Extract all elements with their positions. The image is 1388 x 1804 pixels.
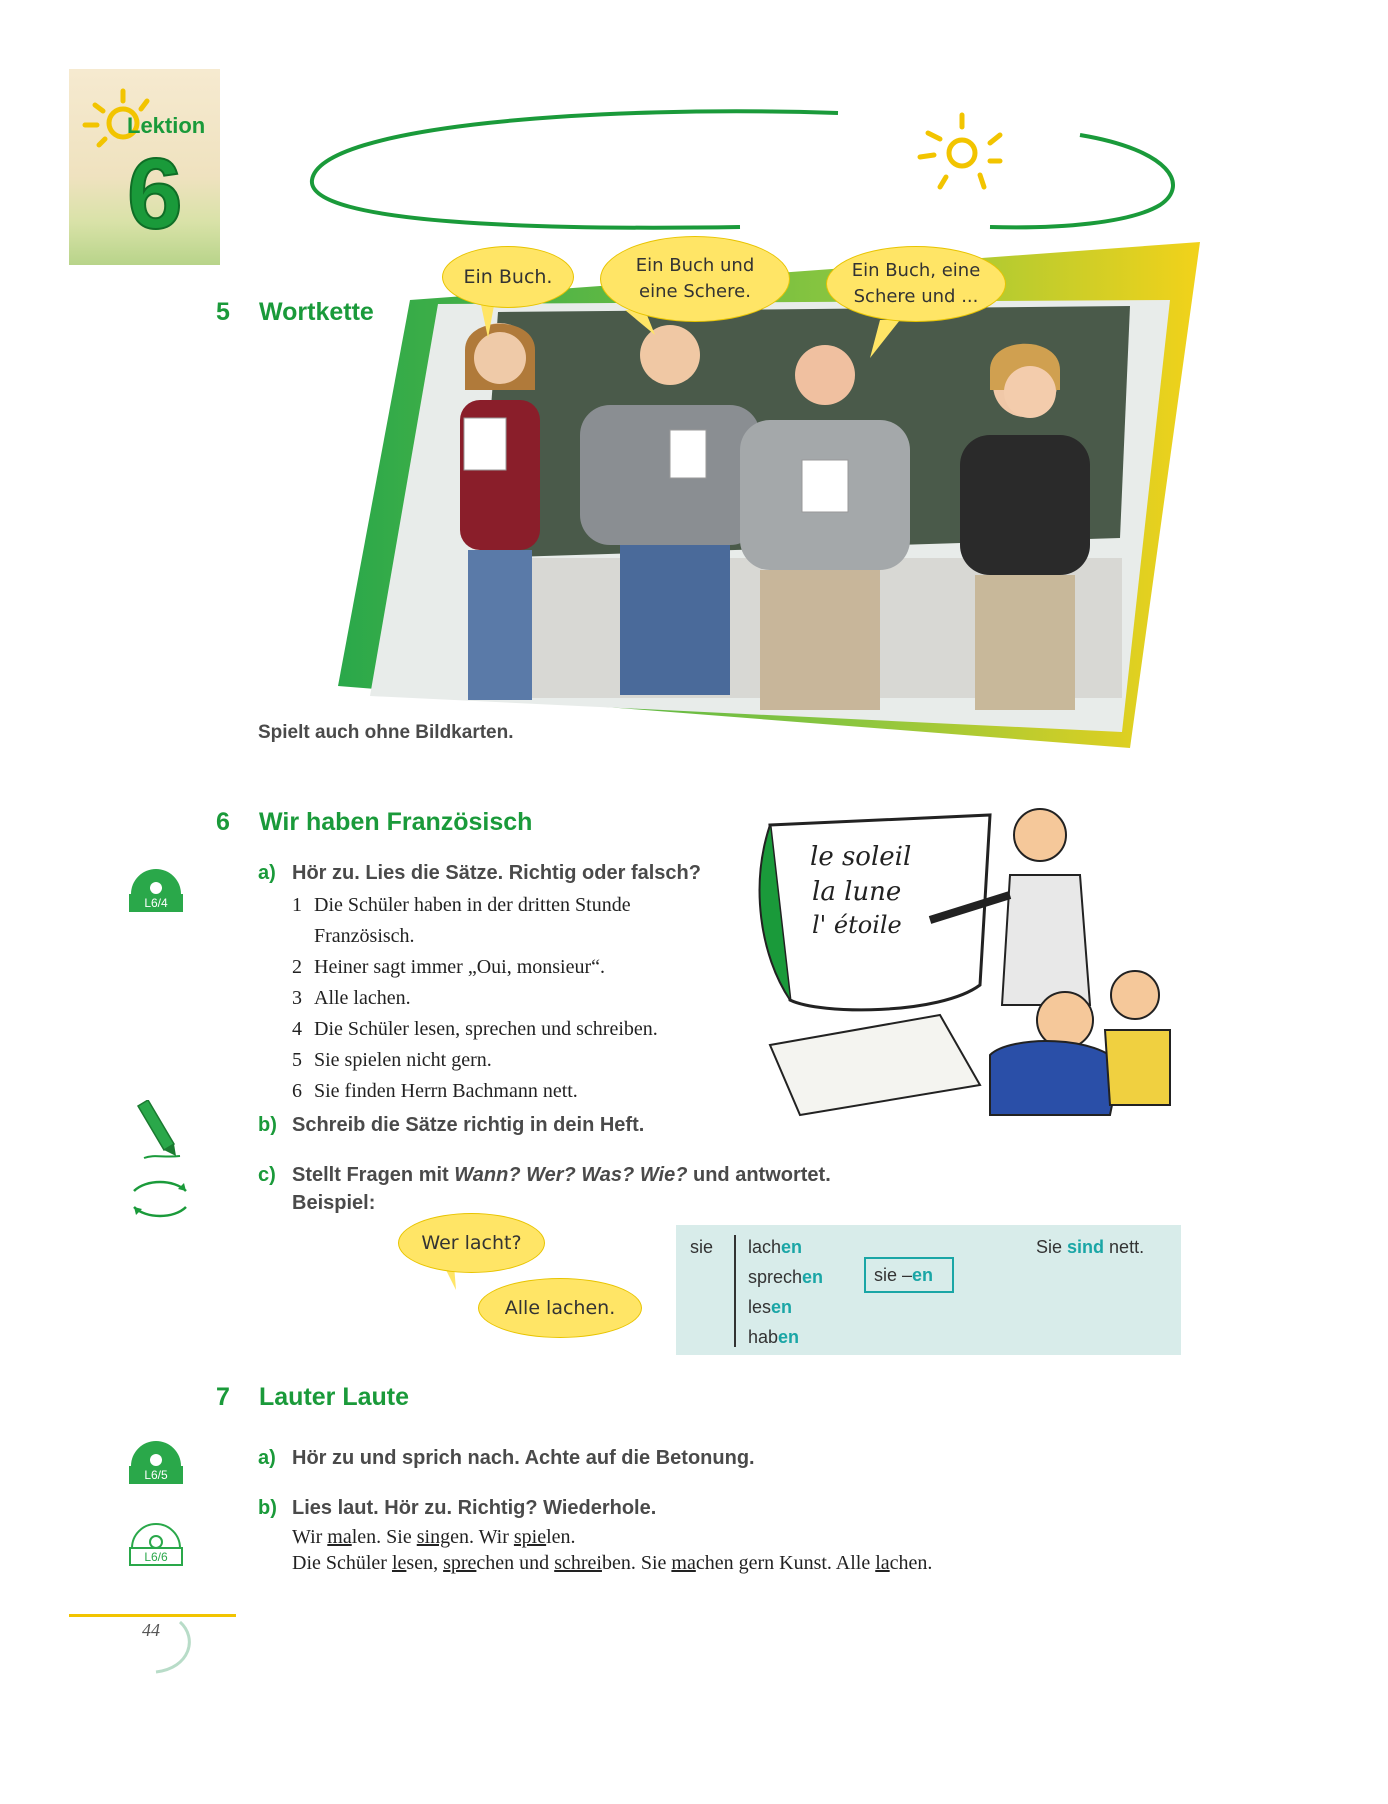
sentence-list — [292, 890, 762, 1107]
task-6c-text: Stellt Fragen mit Wann? Wer? Was? Wie? und antwortet. — [292, 1164, 831, 1186]
section-5-caption: Spielt auch ohne Bildkarten. — [258, 722, 514, 743]
task-6a-letter: a) — [258, 862, 276, 884]
student-1 — [460, 323, 540, 700]
lektion-number: 6 — [127, 138, 183, 250]
footer-rule — [69, 1614, 236, 1617]
sentence-item: 2 Heiner sagt immer „Oui, monsieur“. — [292, 956, 606, 978]
cd-track-label: L6/6 — [144, 1550, 168, 1564]
grammar-pronoun: sie — [690, 1237, 714, 1257]
task-7b-letter: b) — [258, 1497, 277, 1519]
task-6b-text: Schreib die Sätze richtig in dein Heft. — [292, 1114, 645, 1136]
decorative-swoosh — [300, 105, 1200, 245]
grammar-verb: sprechen — [748, 1267, 824, 1287]
sentence-item: 3 Alle lachen. — [292, 987, 411, 1009]
board-line-3: l' étoile — [812, 911, 902, 939]
speech-bubble-1: Ein Buch. — [442, 246, 574, 308]
task-7a-letter: a) — [258, 1447, 276, 1469]
partner-work-icon — [128, 1175, 192, 1223]
example-label: Beispiel: — [292, 1192, 376, 1214]
grammar-rule-box — [864, 1257, 954, 1293]
sentence-item: 6 Sie finden Herrn Bachmann nett. — [292, 1080, 578, 1102]
sentence-item: 5 Sie spielen nicht gern. — [292, 1049, 492, 1071]
section-5-number: 5 — [216, 298, 230, 326]
footer-swoosh — [150, 1618, 200, 1678]
board-line-1: le soleil — [810, 842, 912, 872]
grammar-rule: sie –en — [874, 1265, 934, 1285]
cd-icon[interactable] — [129, 1430, 183, 1484]
sentence-item: 4 Die Schüler lesen, sprechen und schreiben. — [292, 1018, 658, 1040]
speech-bubble-3: Ein Buch, eine Schere und ... — [826, 246, 1006, 322]
student-4 — [960, 344, 1090, 710]
section-6-number: 6 — [216, 808, 230, 836]
grammar-divider — [734, 1235, 736, 1347]
section-5-title: Wortkette — [259, 298, 374, 326]
grammar-verb: lachen — [748, 1237, 803, 1257]
stress-line-2: Die Schüler lesen, sprechen und schreiben. Sie machen gern Kunst. Alle lachen. — [292, 1552, 933, 1574]
students-photo — [420, 310, 1120, 710]
cd-track-label: L6/5 — [144, 1468, 168, 1482]
task-7a-text: Hör zu und sprich nach. Achte auf die Betonung. — [292, 1447, 755, 1469]
task-6a-text: Hör zu. Lies die Sätze. Richtig oder falsch? — [292, 862, 701, 884]
task-7b-text: Lies laut. Hör zu. Richtig? Wiederhole. — [292, 1497, 657, 1519]
grammar-verb: haben — [748, 1327, 800, 1347]
grammar-verb: lesen — [748, 1297, 793, 1317]
lektion-badge — [69, 69, 220, 265]
page-number: 44 — [142, 1620, 160, 1640]
student-3 — [740, 345, 910, 710]
grammar-sein: Sie sind nett. — [1036, 1237, 1145, 1257]
section-7-title: Lauter Laute — [259, 1383, 410, 1411]
sentence-item: 1 Die Schüler haben in der dritten Stunde Französisch. — [292, 894, 631, 947]
classroom-illustration — [740, 785, 1180, 1145]
board-line-2: la lune — [812, 877, 902, 907]
section-6-title: Wir haben Französisch — [259, 808, 533, 836]
section-7-number: 7 — [216, 1383, 230, 1411]
task-6c-letter: c) — [258, 1164, 276, 1186]
cd-track-label: L6/4 — [144, 896, 168, 910]
grammar-box — [676, 1225, 1181, 1355]
stress-line-1: Wir malen. Sie singen. Wir spielen. — [292, 1526, 576, 1548]
lektion-label: Lektion — [127, 113, 206, 138]
example-question-bubble: Wer lacht? — [398, 1213, 545, 1273]
speech-bubble-2: Ein Buch und eine Schere. — [600, 236, 790, 322]
pencil-icon — [134, 1100, 184, 1160]
cd-icon[interactable] — [129, 1512, 183, 1566]
example-answer-bubble: Alle lachen. — [478, 1278, 642, 1338]
student-2 — [580, 325, 760, 695]
cd-icon[interactable] — [129, 858, 183, 912]
task-6b-letter: b) — [258, 1114, 277, 1136]
